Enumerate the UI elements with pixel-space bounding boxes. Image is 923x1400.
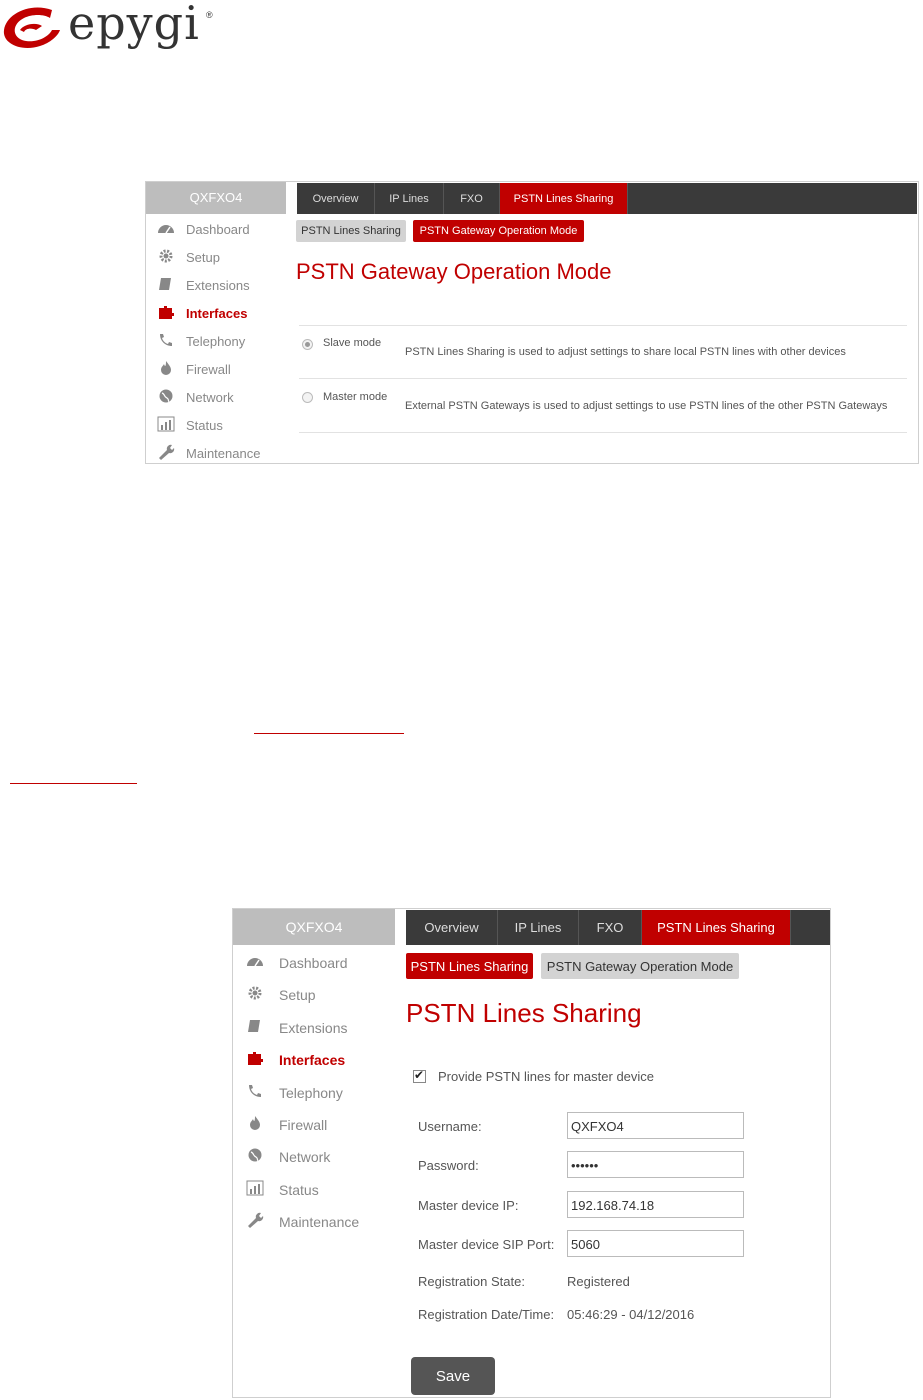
- sidebar-item-label: Interfaces: [279, 1052, 346, 1069]
- divider: [299, 325, 907, 326]
- master-mode-radio[interactable]: [302, 392, 313, 403]
- sidebar-item-firewall[interactable]: [146, 356, 286, 384]
- tab-fxo[interactable]: FXO: [444, 183, 500, 214]
- sidebar-item-label: Telephony: [279, 1084, 343, 1101]
- sidebar-item-label: Dashboard: [279, 955, 348, 971]
- globe-icon: [246, 1147, 264, 1166]
- link-underline: [254, 733, 404, 734]
- sidebar-item-label: Status: [279, 1181, 319, 1198]
- slave-mode-description: PSTN Lines Sharing is used to adjust settings to share local PSTN lines with other devices: [405, 346, 846, 358]
- tab-fxo[interactable]: FXO: [579, 910, 642, 945]
- slave-mode-radio[interactable]: [302, 339, 313, 350]
- device-name: QXFXO4: [233, 909, 395, 945]
- sidebar-menu: [146, 216, 286, 464]
- master-sip-port-field[interactable]: 5060: [567, 1230, 744, 1257]
- master-mode-label: Master mode: [323, 391, 388, 403]
- sidebar: [233, 909, 395, 1240]
- sidebar-item-setup[interactable]: [146, 244, 286, 272]
- puzzle-icon: [246, 1050, 264, 1069]
- registered-mark: ®: [206, 10, 213, 20]
- sidebar-item-label: Firewall: [279, 1116, 328, 1133]
- sidebar-item-label: Dashboard: [186, 222, 250, 237]
- logo-wordmark: epygi: [68, 0, 200, 50]
- tab-pstn-lines-sharing[interactable]: PSTN Lines Sharing: [642, 910, 791, 945]
- page-title: PSTN Gateway Operation Mode: [296, 259, 612, 284]
- master-ip-label: Master device IP:: [418, 1198, 519, 1213]
- sidebar-item-label: Extensions: [186, 278, 250, 293]
- epygi-swoosh-icon: [0, 0, 70, 55]
- tab-ip-lines[interactable]: IP Lines: [375, 183, 444, 214]
- sidebar-item-label: Maintenance: [186, 446, 261, 461]
- tab-pstn-lines-sharing[interactable]: PSTN Lines Sharing: [500, 183, 628, 214]
- bar-chart-icon: [157, 416, 175, 435]
- sidebar-item-network[interactable]: [146, 384, 286, 412]
- sidebar-item-telephony[interactable]: [146, 328, 286, 356]
- master-mode-description: External PSTN Gateways is used to adjust settings to use PSTN lines of the other PSTN Gateways: [405, 400, 888, 412]
- book-icon: [246, 1018, 264, 1037]
- checkmark-icon: ✔: [414, 1068, 425, 1082]
- tab-overview[interactable]: Overview: [297, 183, 375, 214]
- sidebar-menu: [233, 948, 395, 1240]
- top-tabs: [406, 910, 830, 945]
- sidebar-item-extensions[interactable]: [146, 272, 286, 300]
- sidebar-item-dashboard[interactable]: [146, 216, 286, 244]
- subtab-pstn-lines-sharing[interactable]: PSTN Lines Sharing: [296, 220, 406, 242]
- phone-icon: [246, 1083, 264, 1102]
- provide-pstn-checkbox[interactable]: [413, 1070, 426, 1083]
- provide-pstn-label: Provide PSTN lines for master device: [438, 1069, 655, 1084]
- sidebar-item-label: Setup: [279, 987, 316, 1004]
- link-underline: [10, 783, 137, 784]
- dashboard-icon: [246, 953, 264, 972]
- dashboard-icon: [157, 220, 175, 239]
- subtab-pstn-lines-sharing[interactable]: PSTN Lines Sharing: [406, 953, 533, 979]
- gateway-mode-screenshot: [145, 181, 919, 464]
- bar-chart-icon: [246, 1180, 264, 1199]
- divider: [299, 378, 907, 379]
- sidebar-item-interfaces[interactable]: [146, 300, 286, 328]
- gear-icon: [246, 985, 264, 1004]
- top-tabs: [297, 183, 917, 214]
- username-field[interactable]: QXFXO4: [567, 1112, 744, 1139]
- registration-datetime-label: Registration Date/Time:: [418, 1307, 555, 1322]
- flame-icon: [157, 360, 175, 379]
- sidebar-item-label: Network: [279, 1149, 331, 1166]
- sidebar-item-interfaces[interactable]: [233, 1045, 395, 1077]
- sidebar-item-telephony[interactable]: [233, 1078, 395, 1110]
- sidebar-item-network[interactable]: [233, 1142, 395, 1174]
- sidebar-item-label: Maintenance: [279, 1214, 360, 1231]
- gear-icon: [157, 248, 175, 267]
- tab-overview[interactable]: Overview: [406, 910, 498, 945]
- globe-icon: [157, 388, 175, 407]
- sidebar-item-maintenance[interactable]: [146, 440, 286, 464]
- puzzle-icon: [157, 304, 175, 323]
- subtab-gateway-operation-mode[interactable]: PSTN Gateway Operation Mode: [541, 953, 739, 979]
- page-title: PSTN Lines Sharing: [406, 998, 642, 1028]
- save-button[interactable]: Save: [411, 1357, 495, 1395]
- registration-state-label: Registration State:: [418, 1274, 525, 1289]
- master-ip-field[interactable]: 192.168.74.18: [567, 1191, 744, 1218]
- registration-state-value: Registered: [567, 1274, 630, 1289]
- sidebar-item-status[interactable]: [146, 412, 286, 440]
- sidebar-item-status[interactable]: [233, 1175, 395, 1207]
- book-icon: [157, 276, 175, 295]
- password-label: Password:: [418, 1158, 479, 1173]
- device-name: QXFXO4: [146, 182, 286, 214]
- username-label: Username:: [418, 1119, 482, 1134]
- sidebar-item-label: Extensions: [279, 1019, 348, 1036]
- divider: [299, 432, 907, 433]
- master-sip-port-label: Master device SIP Port:: [418, 1237, 555, 1252]
- sidebar-item-label: Setup: [186, 250, 220, 265]
- tab-ip-lines[interactable]: IP Lines: [498, 910, 579, 945]
- subtab-gateway-operation-mode[interactable]: PSTN Gateway Operation Mode: [413, 220, 584, 242]
- slave-mode-label: Slave mode: [323, 337, 382, 349]
- epygi-logo: [0, 0, 215, 55]
- sidebar-item-extensions[interactable]: [233, 1013, 395, 1045]
- password-field[interactable]: ••••••: [567, 1151, 744, 1178]
- sidebar: [146, 182, 286, 464]
- sidebar-item-label: Network: [186, 390, 234, 405]
- sidebar-item-firewall[interactable]: [233, 1110, 395, 1142]
- sidebar-item-maintenance[interactable]: [233, 1207, 395, 1239]
- phone-icon: [157, 332, 175, 351]
- sidebar-item-dashboard[interactable]: [233, 948, 395, 980]
- wrench-icon: [157, 444, 175, 463]
- flame-icon: [246, 1115, 264, 1134]
- sidebar-item-label: Telephony: [186, 334, 246, 349]
- registration-datetime-value: 05:46:29 - 04/12/2016: [567, 1307, 695, 1322]
- sidebar-item-label: Interfaces: [186, 306, 248, 321]
- sidebar-item-label: Firewall: [186, 362, 231, 377]
- wrench-icon: [246, 1212, 264, 1231]
- sidebar-item-label: Status: [186, 418, 223, 433]
- lines-sharing-screenshot: [232, 908, 831, 1398]
- sidebar-item-setup[interactable]: [233, 980, 395, 1012]
